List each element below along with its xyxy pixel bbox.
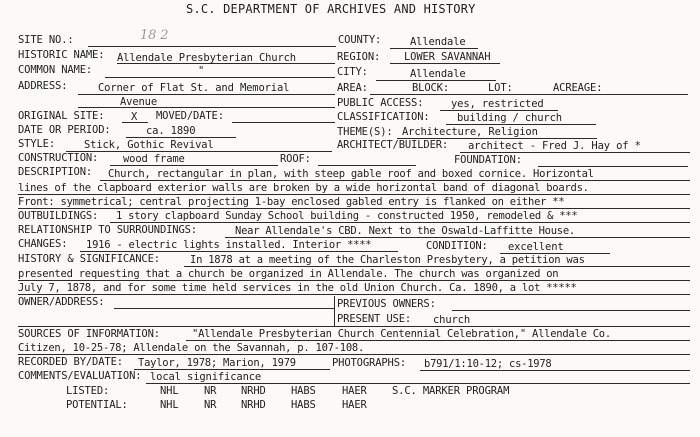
potential-nrhd: NRHD	[241, 399, 266, 411]
history-rule-2	[18, 280, 690, 281]
outbuildings-value: 1 story clapboard Sunday School building - constructed 1950, remodeled & ***	[116, 210, 578, 222]
description-line-1: Church, rectangular in plan, with steep gable roof and boxed cornice. Horizontal	[108, 168, 594, 180]
date-value: ca. 1890	[146, 125, 196, 137]
condition-label: CONDITION:	[426, 240, 488, 252]
region-line	[390, 63, 500, 64]
block-label: BLOCK:	[412, 82, 450, 94]
lot-label: LOT:	[488, 82, 513, 94]
foundation-label: FOUNDATION:	[454, 154, 522, 166]
style-value: Stick, Gothic Revival	[84, 139, 214, 151]
public-access-line	[440, 110, 558, 111]
construction-label: CONSTRUCTION:	[18, 152, 99, 164]
surroundings-label: RELATIONSHIP TO SURROUNDINGS:	[18, 224, 197, 236]
address-label: ADDRESS:	[18, 80, 68, 92]
history-rule-1	[184, 266, 690, 267]
themes-value: Architecture, Religion	[402, 126, 538, 138]
roof-label: ROOF:	[280, 153, 311, 165]
address-line1: Corner of Flat St. and Memorial	[98, 82, 290, 94]
county-value: Allendale	[410, 36, 466, 48]
acreage-label: ACREAGE:	[553, 82, 603, 94]
county-line	[390, 48, 478, 49]
address-line1-rule	[78, 94, 335, 95]
architect-value: architect - Fred J. Hay of *	[468, 140, 641, 152]
present-use-label: PRESENT USE:	[337, 313, 412, 325]
classification-label: CLASSIFICATION:	[337, 111, 430, 123]
listed-label: LISTED:	[66, 385, 110, 397]
listed-habs: HABS	[291, 385, 316, 397]
site-no-line	[88, 46, 336, 47]
classification-value: building / church	[457, 112, 562, 124]
photographs-label: PHOTOGRAPHS:	[332, 357, 407, 369]
historic-name-label: HISTORIC NAME:	[18, 49, 105, 61]
owner-bottom-rule	[18, 326, 690, 327]
city-value: Allendale	[410, 68, 466, 80]
description-rule-2	[18, 194, 690, 195]
history-label: HISTORY & SIGNIFICANCE:	[18, 253, 160, 265]
comments-value: local significance	[150, 371, 262, 383]
area-line	[370, 94, 688, 95]
condition-value: excellent	[508, 241, 564, 253]
history-rule-3	[18, 294, 690, 295]
sc-marker-program: S.C. MARKER PROGRAM	[392, 385, 510, 397]
description-rule-1	[100, 180, 690, 181]
recorded-label: RECORDED BY/DATE:	[18, 356, 123, 368]
sources-rule-2	[18, 354, 690, 355]
comments-line	[146, 383, 690, 384]
surroundings-line	[225, 237, 690, 238]
description-label: DESCRIPTION:	[18, 166, 93, 178]
photographs-line	[420, 370, 690, 371]
date-label: DATE OR PERIOD:	[18, 124, 111, 136]
potential-nhl: NHL	[160, 399, 179, 411]
owner-label: OWNER/ADDRESS:	[18, 296, 105, 308]
comments-label: COMMENTS/EVALUATION:	[18, 370, 142, 382]
original-site-line	[122, 122, 148, 123]
site-no-value: 18 2	[140, 28, 169, 43]
themes-label: THEME(S):	[337, 126, 393, 138]
card-header: S.C. DEPARTMENT OF ARCHIVES AND HISTORY	[186, 2, 476, 16]
historic-name-line	[117, 63, 335, 64]
public-access-label: PUBLIC ACCESS:	[337, 97, 424, 109]
description-line-3: Front: symmetrical; central projecting 1-bay enclosed gabled entry is flanked on either **	[18, 196, 565, 208]
listed-haer: HAER	[342, 385, 367, 397]
style-label: STYLE:	[18, 138, 56, 150]
previous-owners-line	[452, 310, 690, 311]
architect-line	[460, 152, 690, 153]
changes-label: CHANGES:	[18, 238, 68, 250]
outbuildings-label: OUTBUILDINGS:	[18, 210, 99, 222]
address-line2: Avenue	[120, 96, 158, 108]
description-rule-3	[18, 208, 690, 209]
previous-owners-label: PREVIOUS OWNERS:	[337, 298, 436, 310]
original-site-value: X	[131, 111, 138, 123]
listed-nhl: NHL	[160, 385, 179, 397]
city-line	[376, 80, 496, 81]
changes-line	[80, 251, 398, 252]
area-label: AREA:	[337, 82, 368, 94]
foundation-line	[538, 166, 688, 167]
present-use-value: church	[433, 314, 471, 326]
moved-date-label: MOVED/DATE:	[156, 110, 224, 122]
sources-rule-1	[186, 340, 690, 341]
original-site-label: ORIGINAL SITE:	[18, 110, 105, 122]
potential-nr: NR	[204, 399, 217, 411]
owner-line	[114, 308, 334, 309]
region-value: LOWER SAVANNAH	[404, 51, 491, 63]
style-line	[66, 151, 332, 152]
county-label: COUNTY:	[338, 34, 382, 46]
common-name-label: COMMON NAME:	[18, 64, 93, 76]
owner-divider	[334, 296, 335, 326]
surroundings-value: Near Allendale's CBD. Next to the Oswald-Laffitte House.	[235, 225, 576, 237]
changes-value: 1916 - electric lights installed. Interior ****	[86, 239, 372, 251]
region-label: REGION:	[337, 51, 381, 63]
recorded-value: Taylor, 1978; Marion, 1979	[138, 357, 296, 369]
classification-line	[446, 124, 596, 125]
history-line-1: In 1878 at a meeting of the Charleston Presbytery, a petition was	[190, 254, 585, 266]
architect-label: ARCHITECT/BUILDER:	[337, 139, 449, 151]
historic-name-value: Allendale Presbyterian Church	[117, 52, 296, 64]
moved-date-line	[232, 122, 335, 123]
recorded-line	[134, 369, 330, 370]
roof-line	[318, 165, 416, 166]
history-line-2: presented requesting that a church be organized in Allendale. The church was organized on	[18, 268, 559, 280]
sources-label: SOURCES OF INFORMATION:	[18, 328, 160, 340]
public-access-value: yes, restricted	[451, 98, 544, 110]
common-name-line	[105, 77, 335, 78]
description-line-2: lines of the clapboard exterior walls are broken by a wide horizontal band of diagonal boards.	[18, 182, 589, 194]
site-no-label: SITE NO.:	[18, 34, 74, 46]
construction-line	[110, 165, 278, 166]
potential-habs: HABS	[291, 399, 316, 411]
sources-line-2: Citizen, 10-25-78; Allendale on the Savannah, p. 107-108.	[18, 342, 365, 354]
date-line	[126, 137, 236, 138]
listed-nrhd: NRHD	[241, 385, 266, 397]
history-line-3: July 7, 1878, and for some time held services in the old Union Church. Ca. 1890, a lot *****	[18, 282, 577, 294]
potential-haer: HAER	[342, 399, 367, 411]
listed-nr: NR	[204, 385, 217, 397]
potential-label: POTENTIAL:	[66, 399, 128, 411]
common-name-value: "	[198, 65, 205, 77]
sources-line-1: "Allendale Presbyterian Church Centennial Celebration," Allendale Co.	[192, 328, 611, 340]
outbuildings-line	[110, 222, 690, 223]
address-line2-rule	[78, 107, 335, 108]
construction-value: wood frame	[123, 153, 185, 165]
photographs-value: b791/1:10-12; cs-1978	[424, 358, 552, 370]
city-label: CITY:	[337, 66, 368, 78]
